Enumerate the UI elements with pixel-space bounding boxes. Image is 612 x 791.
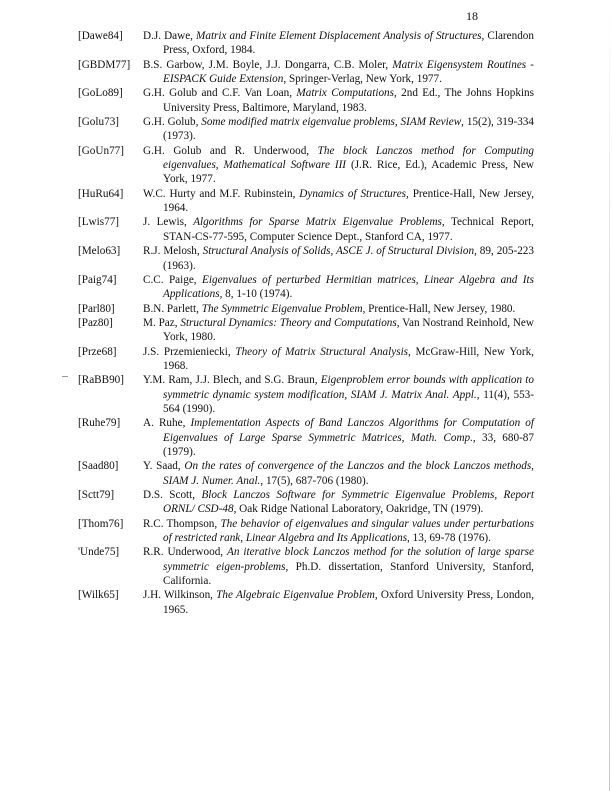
- citation-title: Theory of Matrix Structural Analysis: [235, 345, 409, 358]
- reference-entry: [78, 545, 534, 588]
- citation-text: Y.M. Ram, J.J. Blech, and S.G. Braun,: [143, 374, 321, 387]
- reference-citation: [143, 29, 534, 58]
- reference-citation: [143, 373, 534, 416]
- citation-text: , 15(2), 319-334 (1973).: [163, 116, 534, 143]
- citation-text: G.H. Golub,: [143, 116, 202, 129]
- citation-title: Algorithms for Sparse Matrix Eigenvalue Problems: [193, 216, 442, 229]
- citation-text: J. Lewis,: [143, 216, 194, 229]
- reference-entry: [78, 115, 534, 144]
- reference-key: [GBDM77]: [78, 58, 131, 71]
- citation-text: , 8, 1-10 (1974).: [219, 288, 293, 301]
- reference-key: [GoLo89]: [78, 87, 123, 100]
- citation-text: A. Ruhe,: [143, 417, 191, 430]
- citation-title: Eigenproblem error bounds with application to symmetric dynamic system modification, SIAM J. Matrix Anal. Appl.: [163, 374, 534, 401]
- citation-text: , 33, 680-87 (1979).: [163, 431, 534, 458]
- citation-text: , Ph.D. dissertation, Stanford University, Stanford, California.: [163, 560, 534, 588]
- reference-entry: [78, 416, 534, 459]
- citation-title: Structural Dynamics: Theory and Computations: [180, 316, 397, 329]
- citation-title: Eigenvalues of perturbed Hermitian matrices, Linear Algebra and Its Applications: [163, 273, 534, 301]
- citation-text: D.S. Scott,: [143, 489, 202, 501]
- citation-text: B.S. Garbow, J.M. Boyle, J.J. Dongarra, C.B. Moler,: [143, 58, 393, 71]
- reference-entry: [78, 58, 534, 87]
- citation-text: G.H. Golub and R. Underwood,: [143, 144, 318, 157]
- reference-entry: [78, 187, 534, 216]
- reference-key: [GoUn77]: [78, 144, 124, 157]
- reference-entry: [78, 488, 534, 517]
- citation-title: An iterative block Lanczos method for the solution of large sparse symmetric eigen-problems: [163, 546, 534, 573]
- margin-mark: [62, 376, 68, 377]
- citation-title: Dynamics of Structures: [299, 187, 407, 200]
- citation-text: R.C. Thompson,: [143, 517, 221, 530]
- reference-citation: [143, 416, 534, 459]
- citation-text: , Van Nostrand Reinhold, New York, 1980.: [163, 316, 534, 344]
- reference-entry: [78, 517, 534, 546]
- citation-text: , 17(5), 687-706 (1980).: [260, 474, 369, 487]
- reference-entry: [78, 459, 534, 488]
- reference-key: [Wilk65]: [78, 589, 119, 602]
- reference-key: [Melo63]: [78, 245, 121, 258]
- citation-text: W.C. Hurty and M.F. Rubinstein,: [143, 187, 300, 200]
- citation-title: The block Lanczos method for Computing eigenvalues, Mathematical Software III: [163, 144, 534, 172]
- reference-citation: [143, 273, 534, 302]
- citation-text: , 13, 69-78 (1976).: [407, 532, 491, 545]
- citation-title: The Symmetric Eigenvalue Problem: [201, 302, 363, 315]
- reference-key: [Golu73]: [78, 116, 120, 129]
- citation-title: Structural Analysis of Solids, ASCE J. of Structural Division: [202, 245, 475, 258]
- reference-entry: [78, 215, 534, 244]
- citation-title: The Algebraic Eigenvalue Problem: [216, 589, 375, 602]
- reference-entry: [78, 273, 534, 302]
- reference-citation: [143, 316, 534, 345]
- reference-entry: [78, 29, 534, 58]
- citation-text: , 89, 205-223 (1963).: [163, 245, 534, 272]
- reference-key: [Dawe84]: [78, 30, 123, 42]
- reference-key: 'Unde75]: [78, 546, 120, 559]
- reference-key: [Thom76]: [78, 517, 124, 530]
- citation-text: Y. Saad,: [143, 460, 185, 473]
- page-number: 18: [466, 9, 478, 23]
- citation-title: Implementation Aspects of Band Lanczos Algorithms for Computation of Eigenvalues of Large Sparse Symmetric Matrices, Math. Comp.: [163, 417, 534, 444]
- reference-citation: [143, 545, 534, 588]
- reference-entry: [78, 345, 534, 374]
- citation-text: J.S. Przemieniecki,: [143, 345, 236, 358]
- reference-citation: [143, 115, 534, 144]
- reference-entry: [78, 588, 534, 617]
- citation-text: M. Paz,: [143, 316, 181, 329]
- citation-title: The behavior of eigenvalues and singular values under perturbations of restricted rank, Linear Algebra and Its Applications: [163, 517, 534, 545]
- reference-citation: [143, 488, 534, 517]
- citation-text: R.R. Underwood,: [143, 546, 228, 559]
- citation-text: , Oak Ridge National Laboratory, Oakridge, TN (1979).: [233, 503, 484, 516]
- reference-citation: [143, 302, 534, 316]
- reference-citation: [143, 86, 534, 115]
- citation-title: On the rates of convergence of the Lanczos and the block Lanczos methods, SIAM J. Numer. Anal.: [163, 460, 534, 487]
- citation-text: , Clarendon Press, Oxford, 1984.: [163, 30, 534, 57]
- reference-entry: [78, 86, 534, 115]
- reference-citation: [143, 345, 534, 374]
- reference-citation: [143, 144, 534, 187]
- page-edge: [609, 0, 610, 791]
- reference-entry: [78, 373, 534, 416]
- reference-citation: [143, 187, 534, 216]
- citation-text: G.H. Golub and C.F. Van Loan,: [143, 87, 297, 100]
- citation-text: , Oxford University Press, London, 1965.: [163, 589, 534, 616]
- citation-text: , 11(4), 553-564 (1990).: [163, 388, 534, 415]
- citation-title: Some modified matrix eigenvalue problems, SIAM Review: [201, 116, 462, 129]
- citation-text: D.J. Dawe,: [143, 30, 197, 42]
- citation-title: Matrix Computations: [296, 87, 394, 100]
- reference-citation: [143, 58, 534, 87]
- reference-key: [Ruhe79]: [78, 417, 121, 430]
- citation-text: , Technical Report, STAN-CS-77-595, Computer Science Dept., Stanford CA, 1977.: [163, 216, 534, 243]
- citation-text: (J.R. Rice, Ed.), Academic Press, New York, 1977.: [163, 159, 534, 186]
- reference-key: [Lwis77]: [78, 216, 120, 229]
- citation-title: Block Lanczos Software for Symmetric Eigenvalue Problems, Report ORNL/ CSD-48: [163, 489, 534, 516]
- citation-text: J.H. Wilkinson,: [143, 589, 217, 602]
- citation-text: B.N. Parlett,: [143, 302, 202, 315]
- reference-key: [Prze68]: [78, 345, 117, 358]
- reference-key: [Parl80]: [78, 302, 115, 315]
- citation-title: Matrix and Finite Element Displacement Analysis of Structures: [196, 30, 482, 42]
- reference-list: [78, 29, 534, 617]
- reference-key: [Saad80]: [78, 460, 119, 473]
- reference-entry: [78, 302, 534, 316]
- citation-text: , Springer-Verlag, New York, 1977.: [283, 73, 442, 86]
- citation-text: , Prentice-Hall, New Jersey, 1980.: [362, 302, 516, 315]
- reference-entry: [78, 316, 534, 345]
- reference-key: [RaBB90]: [78, 374, 124, 387]
- reference-citation: [143, 215, 534, 244]
- citation-text: , Prentice-Hall, New Jersey, 1964.: [163, 187, 534, 215]
- reference-citation: [143, 517, 534, 546]
- reference-key: [Paz80]: [78, 316, 113, 329]
- reference-citation: [143, 588, 534, 617]
- reference-entry: [78, 244, 534, 273]
- reference-citation: [143, 244, 534, 273]
- citation-text: , McGraw-Hill, New York, 1968.: [163, 345, 534, 372]
- citation-text: R.J. Melosh,: [143, 245, 203, 258]
- reference-key: [Paig74]: [78, 273, 117, 286]
- reference-key: [Sctt79]: [78, 489, 115, 501]
- reference-key: [HuRu64]: [78, 187, 124, 200]
- citation-text: C.C. Paige,: [143, 273, 203, 286]
- reference-entry: [78, 144, 534, 187]
- citation-text: , 2nd Ed., The Johns Hopkins University Press, Baltimore, Maryland, 1983.: [163, 87, 534, 114]
- citation-title: Matrix Eigensystem Routines - EISPACK Guide Extension: [163, 58, 534, 86]
- reference-citation: [143, 459, 534, 488]
